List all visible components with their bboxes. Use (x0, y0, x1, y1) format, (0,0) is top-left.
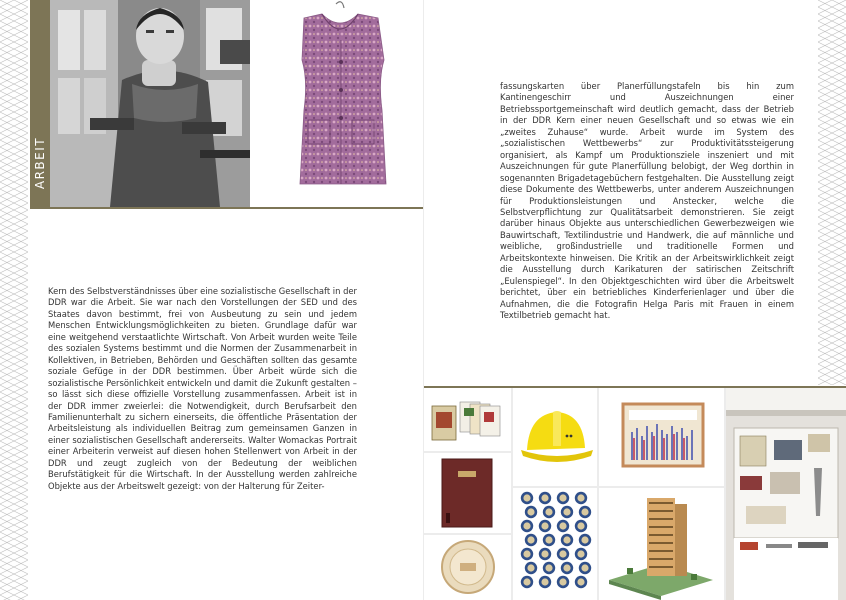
photo-highrise-model (599, 488, 724, 600)
section-label (30, 128, 50, 198)
photo-work-smock (252, 0, 423, 207)
left-body-text: Kern des Selbstverständnisses über eine sozialistische Gesellschaft in der DDR war die Arbeit. Sie war nach den Vorstellungen der SED und des Staates davon bestimmt, frei von Ausbeutung zu sein und jedem Menschen Entwicklungsmöglichkeiten zu bieten. Grundlage dafür war eine weitgehend verstaatlichte Wirtschaft. Von Arbeit wurden weite Teile des sozialen Systems bestimmt und die Normen der Zusammenarbeit in Kollektiven, in Betrieben, Behörden und Geschäften sollten das gesamte soziale Gefüge in der DDR bestimmen. Über Arbeit würde sich die sozialistische Persönlichkeit entwickeln und damit die Zukunft gestalten – so lässt sich diese offizielle Vorstellung zusammenfassen. Arbeit ist in der DDR immer zweierlei: die Notwendigkeit, durch Berufsarbeit den Familienunterhalt zu sichern einerseits, die öffentliche Präsentation der Arbeitsleistung als individuellen Beitrag zum gemeinsamen Ganzen in einer sozialistischen Gesellschaft andererseits. Walter Womackas Portrait einer Arbeiterin verweist auf diesen hohen Stellenwert von Arbeit in der DDR und zeugt zugleich von der Bedeutung der weiblichen Berufstätigkeit für die Wirtschaft. In der Ausstellung werden zahlreiche Objekte aus der Arbeitswelt gezeigt: von der Halterung für Zeiter- (48, 286, 357, 491)
header-rule-left (30, 207, 423, 209)
object-photo-grid (424, 388, 846, 600)
photo-brigade-diary (424, 453, 511, 533)
right-body-text: fassungskarten über Planerfüllungstafeln bis hin zum Kantinengeschirr und Auszeichnungen einer Betriebssportgemeinschaft wird deutlich gemacht, dass der Betrieb in der DDR Kern einer neuen Gesellschaft und so etwas wie ein „zweites Zuhause“ wurde. Arbeit wurde im System des „sozialistischen Wettbewerbs“ zur Produktivitätssteigerung organisiert, als Kampf um Produktionsziele inszeniert und mit Auszeichnungen für gute Planerfüllung belobigt, der Weg dorthin in sogenannten Brigadetagebüchern festgehalten. Die Ausstellung zeigt diese Dokumente des Wettbewerbs, unter anderem Auszeichnungen für Produktionsleistungen und Anstecker, welche die Selbstverpflichtung zur Qualitätsarbeit demonstrieren. Sie zeigt darüber hinaus Objekte aus unterschiedlichen Gewerbezweigen wie Bauwirtschaft, Textilindustrie und Handwerk, die auf männliche und weibliche, großindustrielle und traditionelle Formen und Arbeitskontexte hinweisen. Die Kritik an der Arbeitswirklichkeit zeigt die Ausstellung durch Karikaturen der satirischen Zeitschrift „Eulenspiegel“. In den Objektgeschichten wird über die Arbeitswelt berichtet, über ein betriebliches Kinderferienlager und über die Aufnahmen, die die Fotografin Helga Paris mit Frauen in einem Textilbetrieb gemacht hat. (500, 81, 794, 321)
lattice-pattern-right (818, 0, 846, 385)
lattice-ornament-left (0, 0, 28, 600)
photo-hard-hat (513, 388, 597, 486)
lattice-pattern-left (0, 0, 28, 600)
photo-plate (424, 535, 511, 600)
photo-exhibition-showcase (726, 388, 846, 600)
photo-production-chart (599, 388, 724, 486)
photo-playing-cards (424, 388, 511, 451)
photo-badges-collection (513, 488, 597, 600)
lattice-ornament-right (818, 0, 846, 385)
section-label-text: ARBEIT (33, 136, 48, 190)
photo-worker-portrait (50, 0, 250, 207)
badges-pattern (513, 488, 597, 600)
